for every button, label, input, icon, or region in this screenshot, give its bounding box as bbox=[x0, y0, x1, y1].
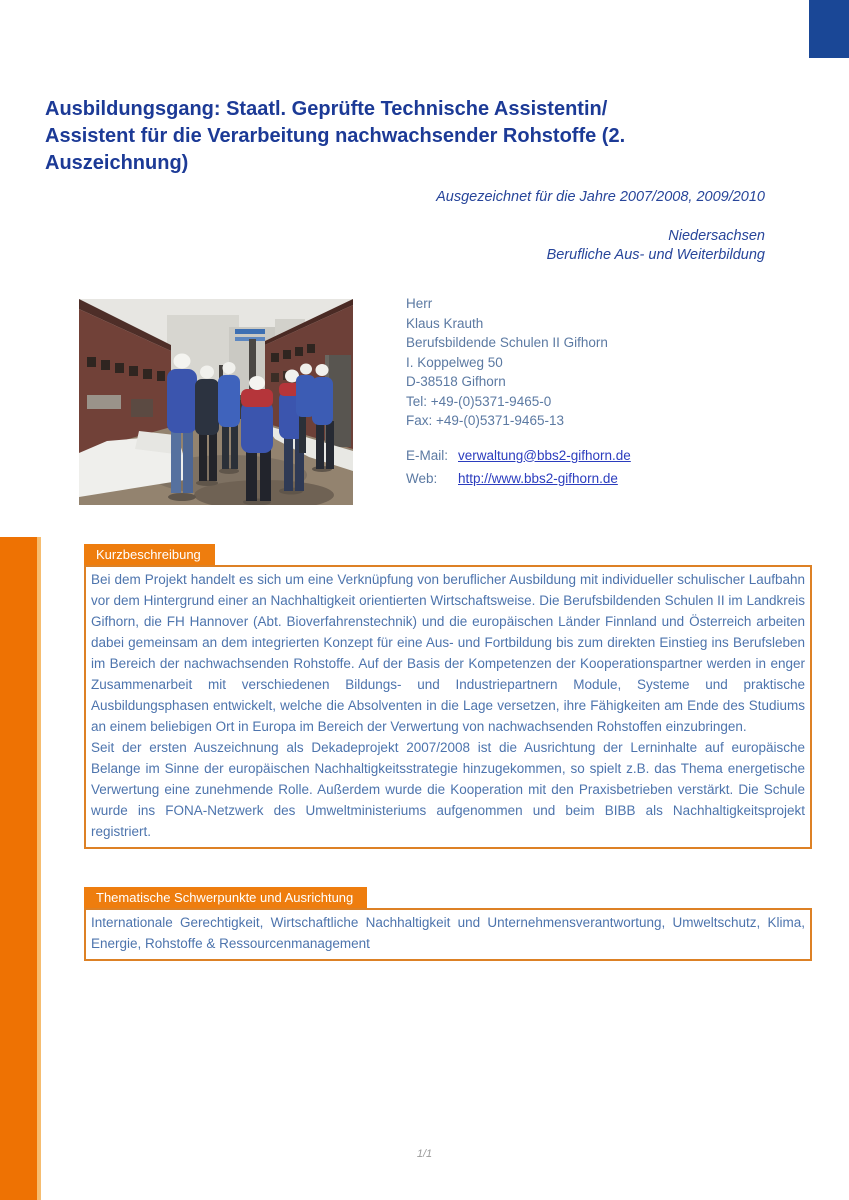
subtitle-block bbox=[45, 188, 765, 265]
web-label: Web: bbox=[406, 470, 438, 486]
page-title-line: Auszeichnung) bbox=[45, 152, 189, 174]
contact-salutation: Herr bbox=[406, 296, 433, 311]
section-label-kurzbeschreibung: Kurzbeschreibung bbox=[84, 544, 215, 565]
contact-name: Klaus Krauth bbox=[406, 315, 484, 331]
email-link[interactable]: verwaltung@bbs2-gifhorn.de bbox=[458, 447, 631, 463]
contact-organization: Berufsbildende Schulen II Gifhorn bbox=[406, 335, 608, 350]
contact-fax: Fax: +49-(0)5371-9465-13 bbox=[406, 413, 564, 428]
contact-street: I. Koppelweg 50 bbox=[406, 354, 503, 370]
award-years: Ausgezeichnet für die Jahre 2007/2008, 2009/2010 bbox=[436, 189, 765, 205]
region-name: Niedersachsen bbox=[668, 228, 765, 244]
program-category: Berufliche Aus- und Weiterbildung bbox=[546, 247, 765, 263]
section-kurzbeschreibung bbox=[84, 544, 812, 849]
page-number: 1/1 bbox=[416, 1148, 433, 1160]
kurzbeschreibung-box bbox=[84, 565, 812, 849]
industrial-yard-photo-illustration bbox=[79, 299, 353, 505]
section-schwerpunkte bbox=[84, 887, 812, 961]
topics-text: Internationale Gerechtigkeit, Wirtschaftliche Nachhaltigkeit und Unternehmensverantwortung, Umweltschutz, Klima, Energie, Rohstoffe & Ressourcenmanagement bbox=[91, 915, 805, 951]
contact-block bbox=[406, 294, 776, 490]
web-link[interactable]: http://www.bbs2-gifhorn.de bbox=[458, 470, 618, 486]
page-title-line: Assistent für die Verarbeitung nachwachsender Rohstoffe (2. bbox=[45, 125, 626, 147]
site-visit-photo bbox=[79, 299, 353, 505]
contact-links bbox=[406, 444, 776, 490]
schwerpunkte-box bbox=[84, 908, 812, 961]
web-row bbox=[406, 467, 776, 490]
contact-tel: Tel: +49-(0)5371-9465-0 bbox=[406, 393, 552, 409]
page-title bbox=[45, 96, 769, 177]
sidebar-accent-bar bbox=[0, 537, 41, 1200]
description-paragraph: Bei dem Projekt handelt es sich um eine Verknüpfung von beruflicher Ausbildung mit individueller schulischer Laufbahn vor dem Hintergrund einer an Nachhaltigkeit orientierten Wirtschaftsweise. Die Berufsbildenden Schulen II im Landkreis Gifhorn, die FH Hannover (Abt. Bioverfahrenstechnik) und die europäischen Länder Finnland und Österreich arbeiten dabei gemeinsam an dem integrierten Konzept für eine Aus- und Fortbildung bis zum direkten Einstieg ins Berufsleben im Bereich der nachwachsenden Rohstoffe. Auf der Basis der Kompetenzen der Kooperationspartner werden in enger Zusammenarbeit mit verschiedenen Bildungs- und Industriepartnern Module, Systeme und praktische Ausbildungsphasen entwickelt, welche die Absolventen in die Lage versetzen, ihre Fähigkeiten am Ende des Studiums an einem beliebigen Ort in Europa im Bereich der Verwertung von nachwachsenden Rohstoffen einzubringen. bbox=[91, 572, 805, 734]
email-label: E-Mail: bbox=[406, 447, 449, 463]
page-title-line: Ausbildungsgang: Staatl. Geprüfte Technische Assistentin/ bbox=[45, 98, 608, 120]
email-row bbox=[406, 444, 776, 467]
corner-accent-square bbox=[809, 0, 849, 58]
description-paragraph: Seit der ersten Auszeichnung als Dekadeprojekt 2007/2008 ist die Ausrichtung der Lerninhalte auf europäische Belange im Sinne der europäischen Nachhaltigkeitsstrategie hinzugekommen, so spielt z.B. das Thema energetische Verwertung eine zunehmende Rolle. Außerdem wurde die Kooperation mit den Praxisbetrieben verstärkt. Die Schule wurde ins FONA-Netzwerk des Umweltministeriums aufgenommen und beim BIBB als Nachhaltigkeitsprojekt registriert. bbox=[91, 740, 805, 839]
section-label-schwerpunkte: Thematische Schwerpunkte und Ausrichtung bbox=[84, 887, 367, 908]
contact-city: D-38518 Gifhorn bbox=[406, 374, 506, 389]
